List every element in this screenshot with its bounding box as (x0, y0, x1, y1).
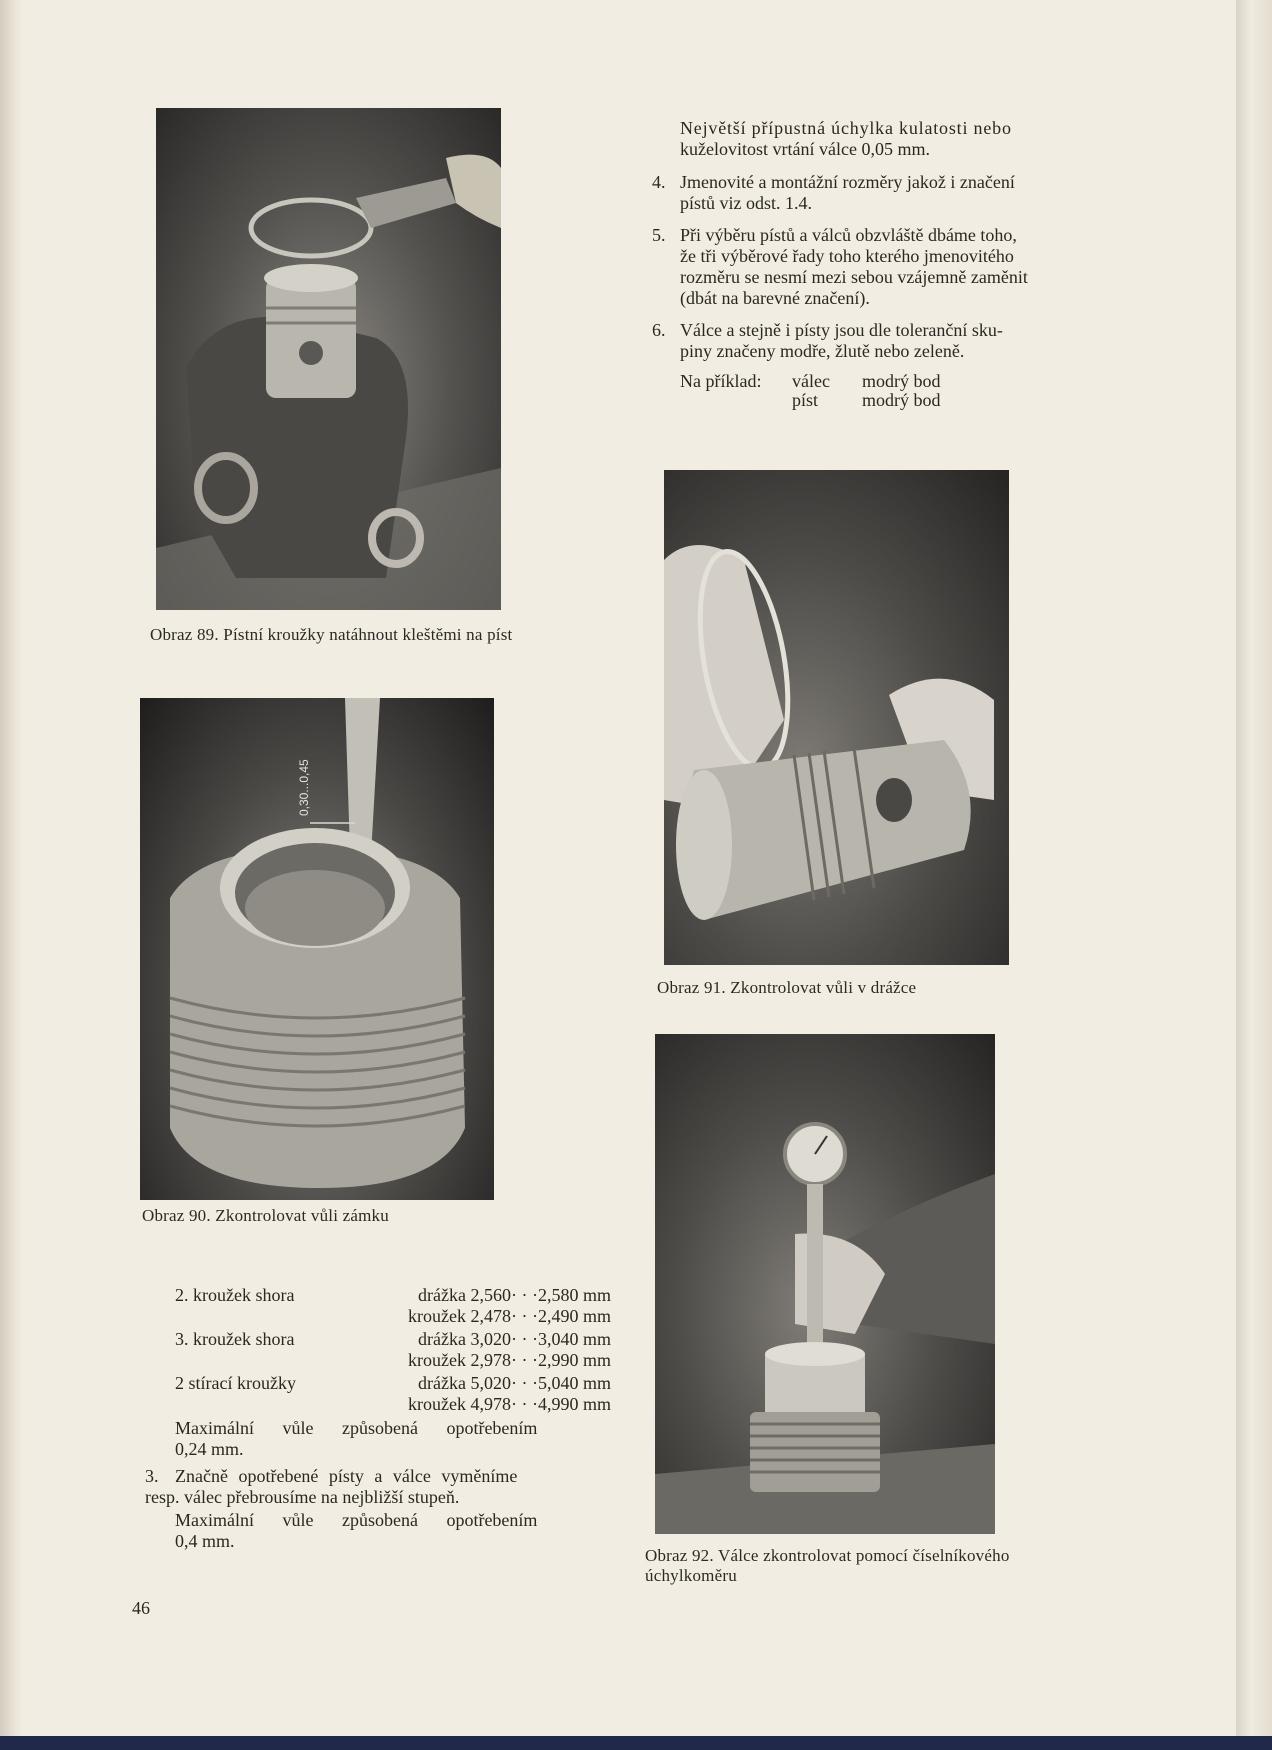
binding-shadow (0, 0, 22, 1736)
figure-89-label: Obraz 89. (150, 625, 219, 644)
max-play-2-line-2: 0,4 mm. (175, 1531, 235, 1551)
spec-ring-3-ring: kroužek 2,978· · ·2,990 mm (408, 1350, 611, 1370)
spec-oil-rings-label: 2 stírací kroužky (175, 1373, 296, 1393)
figure-90-label: Obraz 90. (142, 1206, 211, 1225)
list-item-4 (652, 172, 1152, 214)
figure-92-photo (655, 1034, 995, 1534)
list-item-3-number: 3. (145, 1466, 159, 1486)
figure-90-text: Zkontrolovat vůli zámku (215, 1206, 389, 1225)
example-part-piston: píst (792, 390, 819, 410)
list-item-5-line-3: rozměru se nesmí mezi sebou vzájemně zaměnit (680, 267, 1028, 287)
figure-90-photo (140, 698, 494, 1200)
figure-92-caption (645, 1546, 1105, 1586)
figure-91-caption (657, 978, 916, 998)
example-mark-cylinder: modrý bod (862, 371, 941, 391)
max-play-1-line-1: Maximální vůle způsobená opotřebením (175, 1418, 538, 1438)
list-item-5-line-1: Při výběru pístů a válců obzvláště dbáme toho, (680, 225, 1017, 245)
max-play-paragraph-2 (175, 1510, 617, 1552)
example-mark-piston: modrý bod (862, 390, 941, 410)
list-item-3 (145, 1466, 617, 1508)
list-item-3-line-2: resp. válec přebrousíme na nejbližší stupeň. (145, 1487, 460, 1507)
list-item-6-line-2: piny značeny modře, žlutě nebo zeleně. (680, 341, 965, 361)
list-item-5-line-4: (dbát na barevné značení). (680, 288, 870, 308)
spec-ring-3-groove: drážka 3,020· · ·3,040 mm (418, 1329, 611, 1349)
spec-row-ring-2 (175, 1285, 617, 1306)
spec-row-oil-rings (175, 1373, 617, 1394)
color-example-row-1 (680, 371, 1152, 392)
spec-ring-3-label: 3. kroužek shora (175, 1329, 295, 1349)
max-play-2-line-1: Maximální vůle způsobená opotřebením (175, 1510, 538, 1530)
figure-92-text-line1: Válce zkontrolovat pomocí číselníkového (718, 1546, 1010, 1565)
left-text-block (145, 1285, 617, 1552)
spec-row-ring-3 (175, 1329, 617, 1350)
figure-92-label: Obraz 92. (645, 1546, 714, 1565)
intro-paragraph (680, 118, 1152, 160)
page-number: 46 (132, 1598, 150, 1618)
example-prefix: Na příklad: (680, 371, 762, 391)
max-play-paragraph-1 (175, 1418, 617, 1460)
list-item-4-line-1: Jmenovité a montážní rozměry jakož i značení (680, 172, 1015, 192)
ring-groove-check-illustration (664, 470, 1009, 965)
spec-ring-2-groove: drážka 2,560· · ·2,580 mm (418, 1285, 611, 1305)
spec-oil-rings-ring: kroužek 4,978· · ·4,990 mm (408, 1394, 611, 1414)
spec-ring-2-label: 2. kroužek shora (175, 1285, 295, 1305)
color-example-row-2 (680, 390, 1152, 411)
piston-ring-pliers-illustration (156, 108, 501, 610)
list-item-6-line-1: Válce a stejně i písty jsou dle toleranční sku- (680, 320, 1003, 340)
list-item-5 (652, 225, 1152, 309)
spec-oil-rings-groove: drážka 5,020· · ·5,040 mm (418, 1373, 611, 1393)
figure-92-text-line2: úchylkoměru (645, 1566, 737, 1585)
right-text-block (652, 118, 1152, 411)
figure-90-caption (142, 1206, 389, 1226)
list-item-3-line-1: Značně opotřebené písty a válce vyměníme (175, 1466, 518, 1486)
list-item-6 (652, 320, 1152, 362)
figure-91-text: Zkontrolovat vůli v drážce (730, 978, 917, 997)
figure-89-photo (156, 108, 501, 610)
cover-edge (0, 1736, 1272, 1750)
cylinder-feeler-gauge-illustration (140, 698, 494, 1200)
figure-91-label: Obraz 91. (657, 978, 726, 997)
list-item-6-number: 6. (652, 320, 666, 340)
list-item-5-line-2: že tři výběrové řady toho kterého jmenovitého (680, 246, 1014, 266)
example-part-cylinder: válec (792, 371, 830, 391)
list-item-4-number: 4. (652, 172, 666, 192)
dial-gauge-cylinder-illustration (655, 1034, 995, 1534)
max-play-1-line-2: 0,24 mm. (175, 1439, 244, 1459)
figure-89-text: Pístní kroužky natáhnout kleštěmi na píst (223, 625, 513, 644)
spec-ring-2-ring: kroužek 2,478· · ·2,490 mm (408, 1306, 611, 1326)
page-gutter (1236, 0, 1272, 1736)
list-item-4-line-2: pístů viz odst. 1.4. (680, 193, 813, 213)
gauge-marking-text: 0,30...0,45 (297, 759, 311, 816)
intro-line-1: Největší přípustná úchylka kulatosti nebo (680, 118, 1012, 138)
figure-91-photo (664, 470, 1009, 965)
figure-89-caption (150, 625, 512, 645)
intro-line-2: kuželovitost vrtání válce 0,05 mm. (680, 139, 930, 159)
list-item-5-number: 5. (652, 225, 666, 245)
